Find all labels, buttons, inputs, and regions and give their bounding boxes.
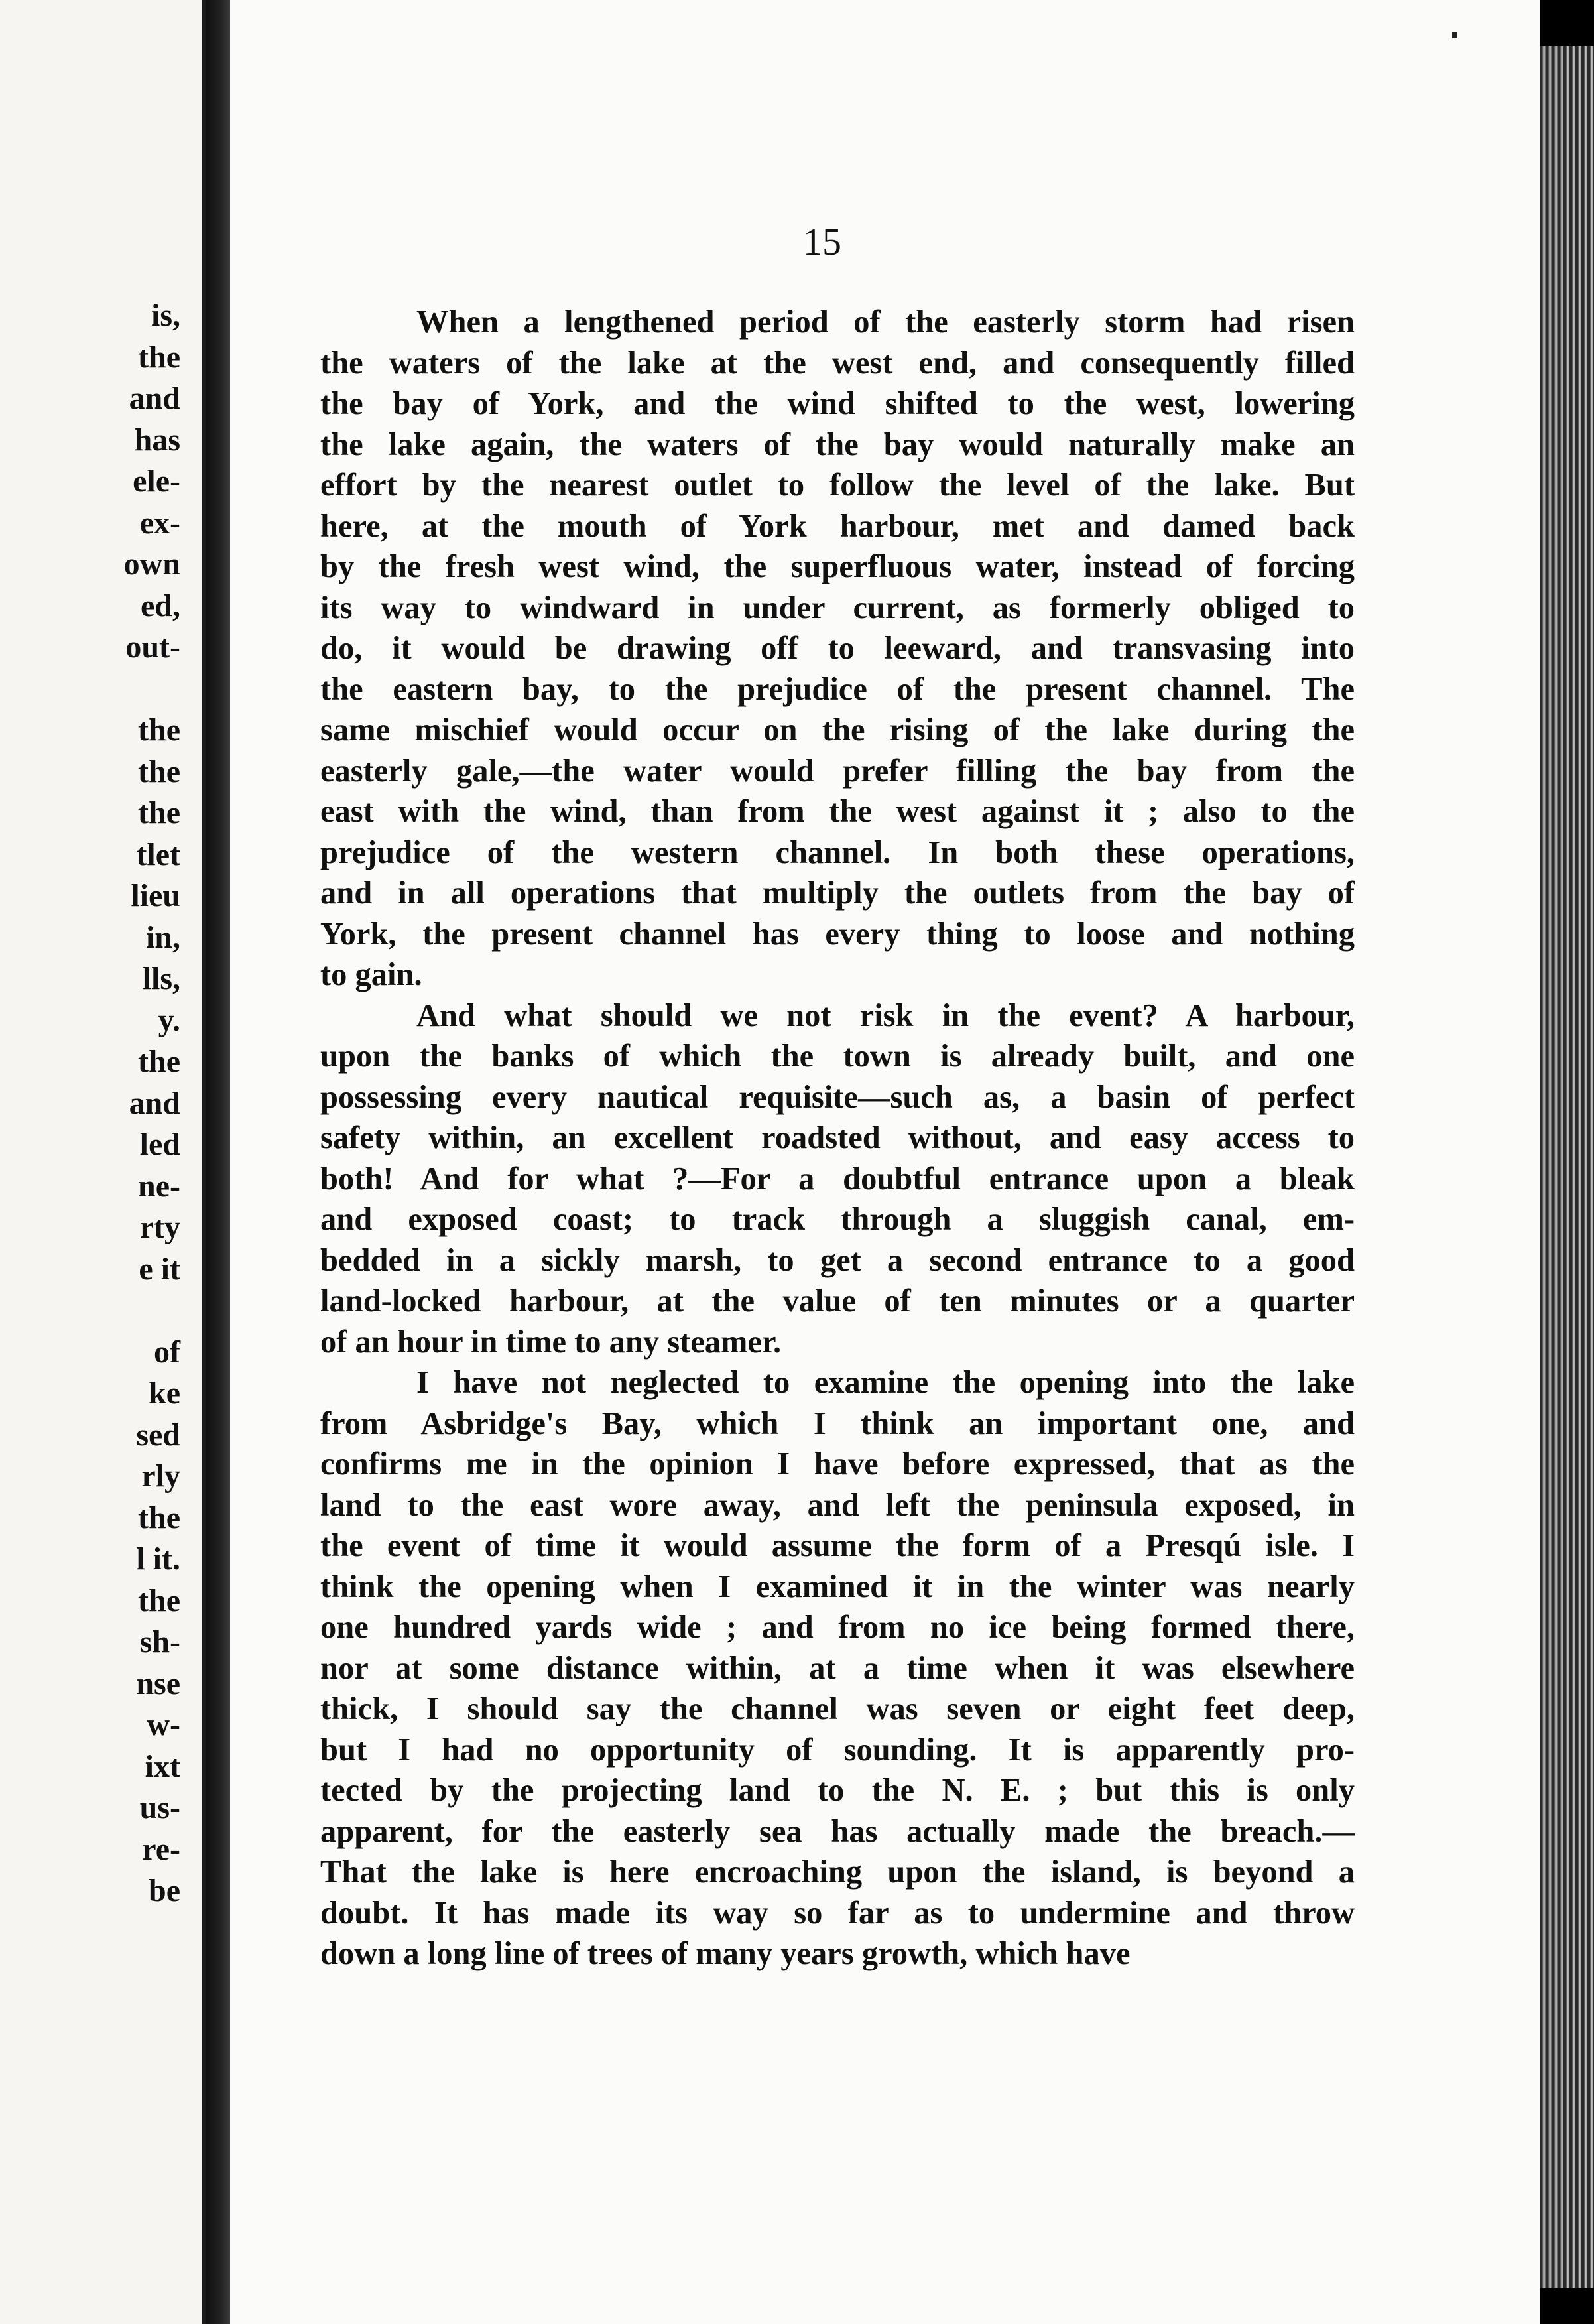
text-line: possessing every nautical requisite—such as, a basin of perfect [320,1079,1355,1115]
left-page-fragment: lieu [131,878,180,913]
text-line: upon the banks of which the town is already built, and one [320,1039,1355,1074]
text-line: effort by the nearest outlet to follow the level of the lake. But [320,468,1355,503]
left-page-fragment: own [123,547,180,582]
text-line: land-locked harbour, at the value of ten minutes or a quarter [320,1283,1355,1319]
text-line: the event of time it would assume the form of a Presqú isle. I [320,1528,1355,1563]
text-line: and exposed coast; to track through a sluggish canal, em- [320,1202,1355,1237]
left-page-fragment: ed, [141,588,180,623]
left-page-fragment: ke [149,1376,180,1411]
text-line: I have not neglected to examine the opening into the lake [416,1365,1355,1400]
text-line: When a lengthened period of the easterly storm had risen [416,304,1355,340]
text-line: here, at the mouth of York harbour, met and damed back [320,508,1355,544]
left-page-fragment: y. [158,1002,180,1038]
text-line: the eastern bay, to the prejudice of the present channel. The [320,671,1355,707]
body-text [320,302,1355,1974]
paragraph [320,996,1355,1363]
paragraph [320,1362,1355,1974]
text-line: York, the present channel has every thing to loose and nothing [320,916,1355,952]
text-line: thick, I should say the channel was seven or eight feet deep, [320,1691,1355,1726]
text-line: down a long line of trees of many years growth, which have [320,1936,1131,1971]
text-line: from Asbridge's Bay, which I think an important one, and [320,1405,1355,1441]
page-edges [1540,46,1594,2288]
text-line: but I had no opportunity of sounding. It is apparently pro- [320,1732,1355,1768]
text-line: east with the wind, than from the west against it ; also to the [320,794,1355,829]
text-line: by the fresh west wind, the superfluous water, instead of forcing [320,549,1355,584]
page-number: 15 [803,220,841,263]
left-page-fragment: the [138,339,180,375]
left-page-fragment: us- [139,1790,180,1825]
text-line: its way to windward in under current, as formerly obliged to [320,590,1355,625]
left-page-fragment: the [138,1582,180,1618]
left-page-fragment: the [138,753,180,789]
left-page-fragment: and [129,381,180,416]
book-gutter [206,0,230,2324]
text-line: do, it would be drawing off to leeward, and transvasing into [320,631,1355,666]
left-page-fragment: tlet [136,836,180,872]
text-line: easterly gale,—the water would prefer filling the bay from the [320,753,1355,789]
text-line: prejudice of the western channel. In both these operations, [320,834,1355,870]
text-line: the lake again, the waters of the bay would naturally make an [320,426,1355,462]
left-page-fragment: re- [142,1831,180,1867]
text-line: the waters of the lake at the west end, and consequently filled [320,345,1355,381]
text-line: same mischief would occur on the rising of the lake during the [320,712,1355,747]
left-page-fragment: sh- [139,1624,180,1659]
left-page-fragment: the [138,795,180,830]
text-line: both! And for what ?—For a doubtful entrance upon a bleak [320,1161,1355,1196]
left-page-fragment: l it. [136,1541,180,1577]
left-page-fragment: has [134,422,180,458]
left-page-fragment: nse [136,1665,180,1701]
paragraph [320,302,1355,996]
left-page-fragment: rly [141,1458,180,1494]
left-page-fragment: in, [145,919,180,955]
left-page-fragment: out- [125,629,180,665]
left-page-fragment [0,669,180,710]
left-page-fragment: w- [147,1707,180,1742]
left-page-fragment: the [138,1044,180,1079]
text-line: and in all operations that multiply the outlets from the bay of [320,875,1355,911]
left-page-fragment: ixt [145,1748,180,1784]
page-edge-mark [1452,32,1457,38]
text-line: tected by the projecting land to the N. E. ; but this is only [320,1773,1355,1808]
left-page-fragment: lls, [142,961,180,996]
left-page-fragment: and [129,1085,180,1121]
text-line: the bay of York, and the wind shifted to the west, lowering [320,386,1355,421]
text-line: confirms me in the opinion I have before expressed, that as the [320,1447,1355,1482]
page-edges-shadow [1540,2288,1594,2324]
left-facing-page [0,0,206,2324]
left-page-fragment: led [139,1127,180,1162]
left-page-fragment: e it [139,1251,180,1287]
text-line: land to the east wore away, and left the peninsula exposed, in [320,1487,1355,1523]
text-line: of an hour in time to any steamer. [320,1324,782,1360]
left-page-fragment: sed [136,1417,180,1452]
text-line: bedded in a sickly marsh, to get a second entrance to a good [320,1242,1355,1278]
text-line: That the lake is here encroaching upon the island, is beyond a [320,1854,1355,1890]
text-line: doubt. It has made its way so far as to undermine and throw [320,1895,1355,1931]
left-page-fragment: the [138,1500,180,1535]
left-page-fragment: ele- [133,464,180,499]
left-page-fragment [0,1290,180,1332]
left-page-fragment: be [149,1873,180,1908]
text-line: apparent, for the easterly sea has actually made the breach.— [320,1813,1355,1849]
left-page-fragment: ne- [138,1168,180,1204]
left-page-fragment: the [138,712,180,747]
left-page-fragment: is, [151,298,180,333]
left-page-fragment: ex- [139,505,180,541]
text-line: to gain. [320,957,422,992]
left-page-fragment: rty [139,1210,180,1245]
text-line: one hundred yards wide ; and from no ice being formed there, [320,1610,1355,1645]
text-line: nor at some distance within, at a time when it was elsewhere [320,1650,1355,1686]
text-line: safety within, an excellent roadsted without, and easy access to [320,1120,1355,1155]
text-line: think the opening when I examined it in the winter was nearly [320,1569,1355,1604]
text-line: And what should we not risk in the event? A harbour, [416,998,1355,1033]
left-page-fragment: of [154,1334,180,1370]
left-page-text-fragments [0,295,180,1912]
